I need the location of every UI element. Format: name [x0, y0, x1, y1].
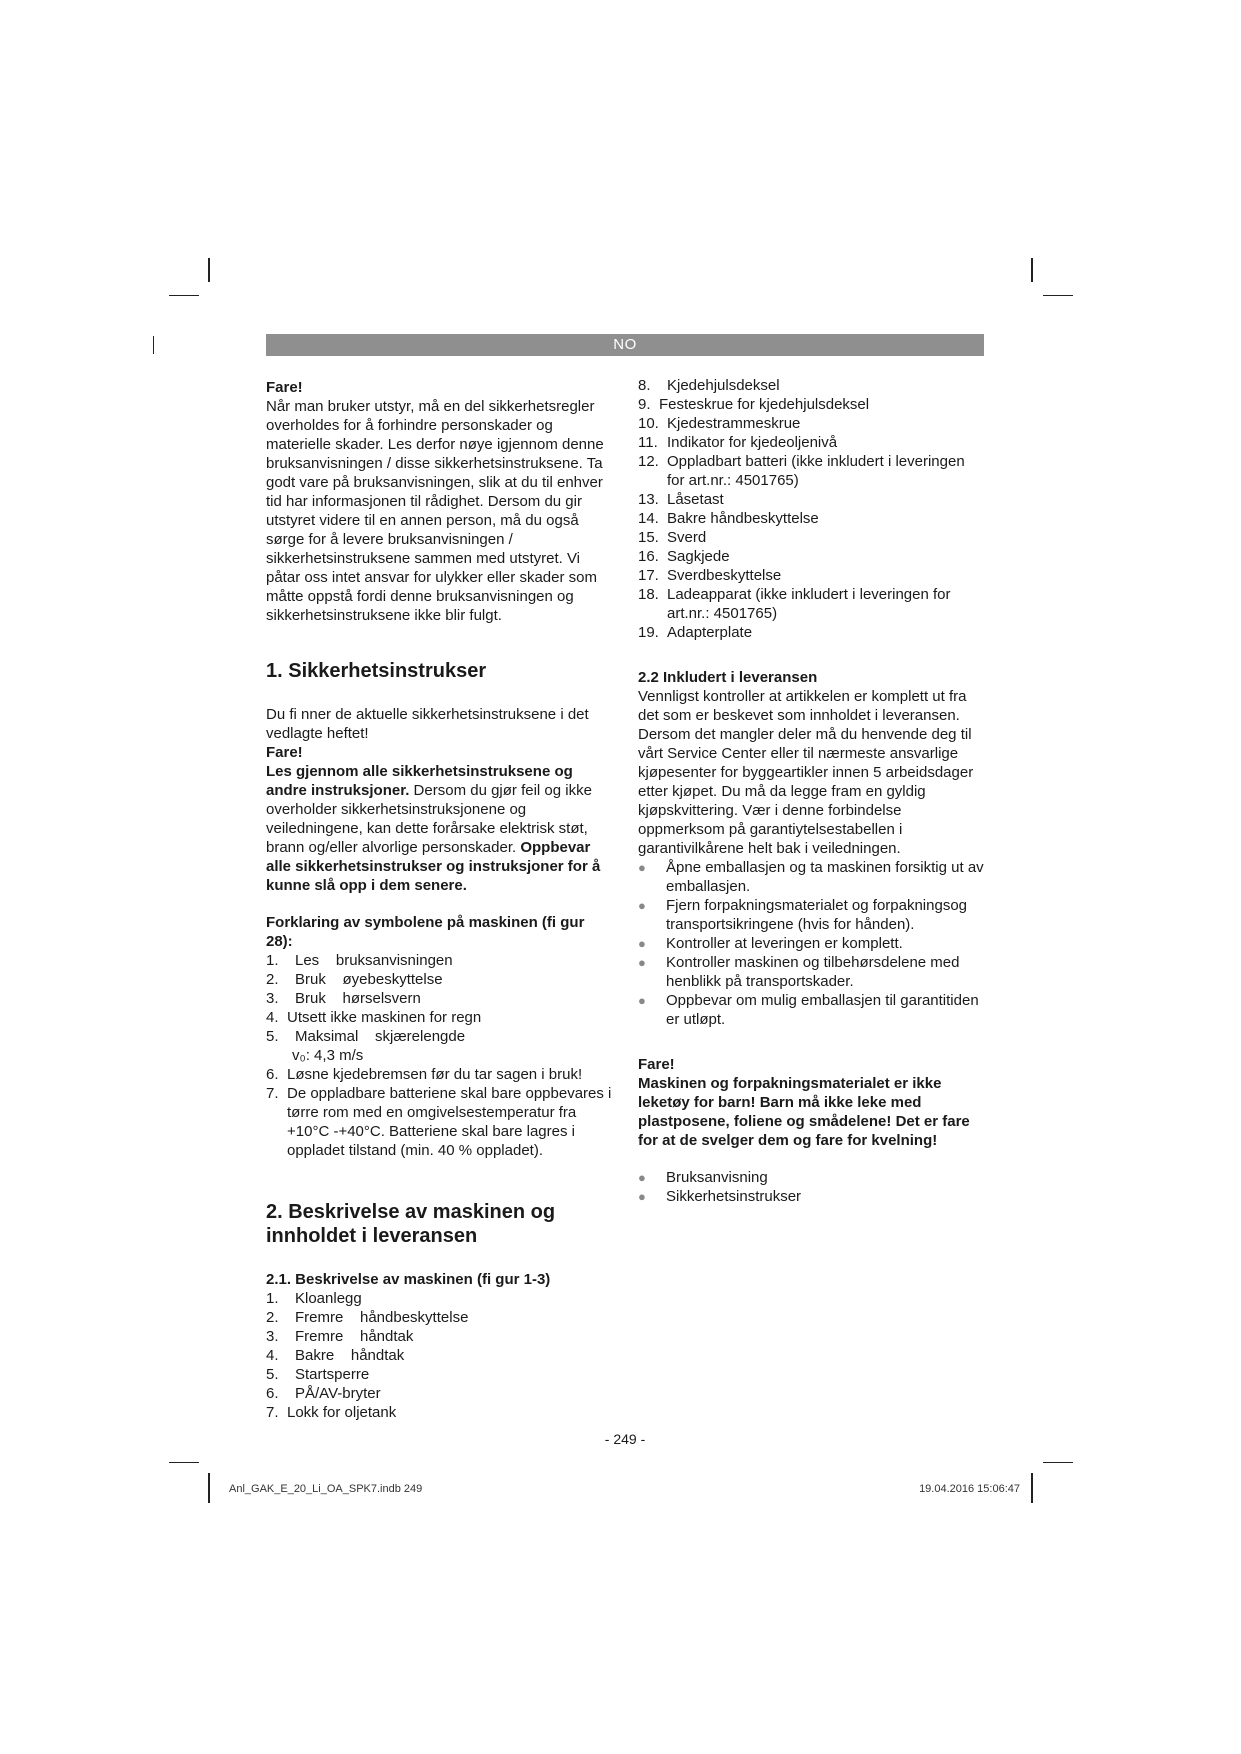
- crop-mark: [1031, 1473, 1033, 1503]
- list-item: 8. Kjedehjulsdeksel: [638, 377, 780, 394]
- language-bar: NO: [266, 334, 984, 356]
- list-item: 7. Lokk for oljetank: [266, 1404, 397, 1421]
- list-item: 5. Maksimal skjærelengde: [266, 1028, 466, 1045]
- crop-mark: [208, 258, 210, 282]
- symbols-title: Forklaring av symbolene på maskinen (fi gur 28):: [266, 914, 585, 950]
- list-item: 19. Adapterplate: [638, 624, 753, 641]
- list-item: ● Oppbevar om mulig emballasjen til garantitiden er utløpt.: [638, 992, 979, 1028]
- section1-intro: Du fi nner de aktuelle sikkerhetsinstruksene i det vedlagte heftet!: [266, 706, 589, 742]
- list-item: ● Sikkerhetsinstrukser: [638, 1188, 802, 1205]
- list-item: ● Kontroller at leveringen er komplett.: [638, 935, 903, 952]
- bullet-icon: ●: [638, 993, 646, 1008]
- page-number: - 249 -: [604, 1431, 646, 1447]
- list-item: 4. Bakre håndtak: [266, 1347, 405, 1364]
- section22-title: 2.2 Inkludert i leveransen: [638, 669, 818, 686]
- list-item: 6. PÅ/AV-bryter: [266, 1385, 381, 1402]
- list-item: 17. Sverdbeskyttelse: [638, 567, 782, 584]
- list-item: 10. Kjedestrammeskrue: [638, 415, 801, 432]
- list-item: 11. Indikator for kjedeoljenivå: [638, 434, 838, 451]
- bullet-icon: ●: [638, 955, 646, 970]
- fare-text-right: Maskinen og forpakningsmaterialet er ikke leketøy for barn! Barn må ikke leke med plastposene, foliene og smådelene! Det er fare for at de svelger dem og fare for kvelning!: [638, 1075, 970, 1149]
- list-item: ● Bruksanvisning: [638, 1169, 768, 1186]
- crop-mark: [169, 1462, 199, 1463]
- list-item: 2. Bruk øyebeskyttelse: [266, 971, 443, 988]
- section1-fare: Fare!: [266, 744, 303, 761]
- crop-mark: [1043, 295, 1073, 296]
- crop-mark: [1031, 258, 1033, 282]
- included-list: [638, 1168, 984, 1206]
- list-item: 13. Låsetast: [638, 491, 724, 508]
- list-item: 12. Oppladbart batteri (ikke inkludert i leveringen for art.nr.: 4501765): [638, 453, 965, 489]
- list-item: 15. Sverd: [638, 529, 707, 546]
- footer-file: Anl_GAK_E_20_Li_OA_SPK7.indb 249: [229, 1483, 423, 1495]
- list-item: 1. Les bruksanvisningen: [266, 952, 453, 969]
- list-item: ● Fjern forpakningsmaterialet og forpakningsog transportsikringene (hvis for hånden).: [638, 897, 968, 933]
- section1-bold1: Les gjennom alle sikkerhetsinstruksene og andre instruksjoner.: [266, 763, 573, 799]
- list-item: 14. Bakre håndbeskyttelse: [638, 510, 819, 527]
- fare-text: Når man bruker utstyr, må en del sikkerhetsregler overholdes for å forhindre personskader og materielle skader. Les derfor nøye igjennom denne bruksanvisningen / disse sikkerhetsinstruksene. Ta godt vare på bruksanvisningen, slik at du til enhver tid har informasjonen til rådighet. Dersom du gir utstyret videre til en annen person, må du også sørge for å levere bruksanvisningen / sikkerhetsinstruksene sammen med utstyret. Vi påtar oss intet ansvar for ulykker eller skader som måtte oppstå fordi denne bruksanvisningen og sikkerhetsinstruksene ikke blir fulgt.: [266, 398, 604, 624]
- list-item: 2. Fremre håndbeskyttelse: [266, 1309, 469, 1326]
- crop-mark: [208, 1473, 210, 1503]
- right-column: [638, 376, 984, 1206]
- list-item: 1. Kloanlegg: [266, 1290, 362, 1307]
- section1-text: Dersom du gjør feil og ikke overholder sikkerhetsinstruksjonene og veiledningene, kan dette forårsake elektrisk støt, brann og/eller alvorlige personskader.: [266, 782, 592, 856]
- list-item: 16. Sagkjede: [638, 548, 730, 565]
- bullet-icon: ●: [638, 1170, 646, 1185]
- checklist: [638, 858, 984, 1029]
- list-item: ● Kontroller maskinen og tilbehørsdelene med henblikk på transportskader.: [638, 954, 960, 990]
- parts-list-a: [266, 1289, 614, 1422]
- parts-list-b: [638, 376, 984, 642]
- crop-mark: [1043, 1462, 1073, 1463]
- crop-mark: [169, 295, 199, 296]
- list-item: 4. Utsett ikke maskinen for regn: [266, 1009, 482, 1026]
- section21-title: 2.1. Beskrivelse av maskinen (fi gur 1-3): [266, 1271, 551, 1288]
- section1-title: 1. Sikkerhetsinstrukser: [266, 660, 487, 682]
- list-item: 18. Ladeapparat (ikke inkludert i leveringen for art.nr.: 4501765): [638, 586, 951, 622]
- section2-title: 2. Beskrivelse av maskinen og innholdet i leveransen: [266, 1201, 556, 1247]
- symbols-list: [266, 951, 614, 1160]
- bullet-icon: ●: [638, 936, 646, 951]
- crop-mark: [153, 336, 154, 354]
- list-item: 3. Fremre håndtak: [266, 1328, 414, 1345]
- section1-body: [266, 762, 614, 895]
- left-column: [266, 378, 614, 1422]
- bullet-icon: ●: [638, 898, 646, 913]
- list-item: 7. De oppladbare batteriene skal bare oppbevares i tørre rom med en omgivelsestemperatur fra +10°C -+40°C. Batteriene skal bare lagres i oppladet tilstand (min. 40 % oppladet).: [266, 1085, 612, 1159]
- bullet-icon: ●: [638, 1189, 646, 1204]
- bullet-icon: ●: [638, 860, 646, 875]
- list-item: 6. Løsne kjedebremsen før du tar sagen i bruk!: [266, 1066, 583, 1083]
- section1-bold2: Oppbevar alle sikkerhetsinstrukser og instruksjoner for å kunne slå opp i dem senere.: [266, 839, 601, 894]
- list-item: ● Åpne emballasjen og ta maskinen forsiktig ut av emballasjen.: [638, 859, 984, 895]
- list-item: 5. Startsperre: [266, 1366, 370, 1383]
- list-item: v₀: 4,3 m/s: [292, 1047, 364, 1064]
- footer-date: 19.04.2016 15:06:47: [919, 1483, 1020, 1495]
- fare-title-right: Fare!: [638, 1056, 675, 1073]
- fare-title: Fare!: [266, 379, 303, 396]
- list-item: 3. Bruk hørselsvern: [266, 990, 421, 1007]
- list-item: 9. Festeskrue for kjedehjulsdeksel: [638, 396, 870, 413]
- section22-text: Vennligst kontroller at artikkelen er komplett ut fra det som er beskevet som innholdet i leveransen. Dersom det mangler deler må du henvende deg til vårt Service Center eller til nærmeste ansvarlige kjøpesenter for byggeartikler innen 5 arbeidsdager etter kjøpet. Du må da legge fram en gyldig kjøpskvittering. Vær i denne forbindelse oppmerksom på garantiytelsestabellen i garantivilkårene helt bak i veiledningen.: [638, 688, 974, 857]
